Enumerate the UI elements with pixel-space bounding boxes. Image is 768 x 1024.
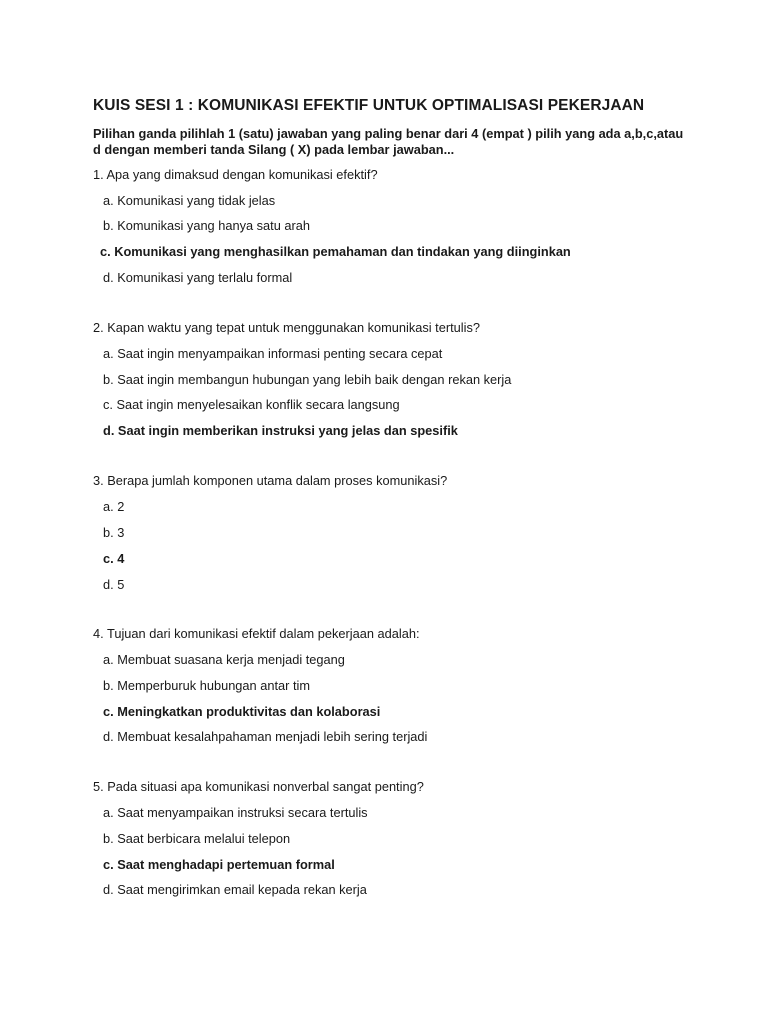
question-4-option-c: c. Meningkatkan produktivitas dan kolaborasi [103, 704, 381, 719]
question-3-option-c: c. 4 [103, 551, 125, 566]
question-2-option-d: d. Saat ingin memberikan instruksi yang jelas dan spesifik [103, 423, 458, 438]
question-1-option-b: b. Komunikasi yang hanya satu arah [103, 218, 311, 233]
question-5-option-a: a. Saat menyampaikan instruksi secara tertulis [103, 805, 368, 820]
question-5-option-d: d. Saat mengirimkan email kepada rekan kerja [103, 882, 367, 897]
question-2-option-a: a. Saat ingin menyampaikan informasi penting secara cepat [103, 346, 443, 361]
instructions-line-1: Pilihan ganda pilihlah 1 (satu) jawaban yang paling benar dari 4 (empat ) pilih yang ada a,b,c,atau [93, 126, 684, 141]
instructions-line-2: d dengan memberi tanda Silang ( X) pada lembar jawaban... [93, 142, 455, 157]
question-3-text: 3. Berapa jumlah komponen utama dalam proses komunikasi? [93, 473, 448, 488]
question-3-option-d: d. 5 [103, 577, 125, 592]
question-1-option-d: d. Komunikasi yang terlalu formal [103, 270, 293, 285]
question-5-text: 5. Pada situasi apa komunikasi nonverbal sangat penting? [93, 779, 424, 794]
page-title: KUIS SESI 1 : KOMUNIKASI EFEKTIF UNTUK OPTIMALISASI PEKERJAAN [93, 97, 645, 114]
question-1-option-c: c. Komunikasi yang menghasilkan pemahaman dan tindakan yang diinginkan [100, 244, 571, 259]
question-4-option-a: a. Membuat suasana kerja menjadi tegang [103, 652, 345, 667]
question-4-text: 4. Tujuan dari komunikasi efektif dalam pekerjaan adalah: [93, 626, 420, 641]
question-2-option-b: b. Saat ingin membangun hubungan yang lebih baik dengan rekan kerja [103, 372, 512, 387]
question-5-option-b: b. Saat berbicara melalui telepon [103, 831, 291, 846]
question-3-option-b: b. 3 [103, 525, 125, 540]
question-4-option-d: d. Membuat kesalahpahaman menjadi lebih sering terjadi [103, 729, 428, 744]
question-2-text: 2. Kapan waktu yang tepat untuk menggunakan komunikasi tertulis? [93, 320, 480, 335]
question-1-text: 1. Apa yang dimaksud dengan komunikasi efektif? [93, 167, 378, 182]
question-5-option-c: c. Saat menghadapi pertemuan formal [103, 857, 335, 872]
instructions [93, 126, 693, 158]
question-4-option-b: b. Memperburuk hubungan antar tim [103, 678, 310, 693]
question-2-option-c: c. Saat ingin menyelesaikan konflik secara langsung [103, 397, 400, 412]
question-1-option-a: a. Komunikasi yang tidak jelas [103, 193, 276, 208]
question-3-option-a: a. 2 [103, 499, 125, 514]
